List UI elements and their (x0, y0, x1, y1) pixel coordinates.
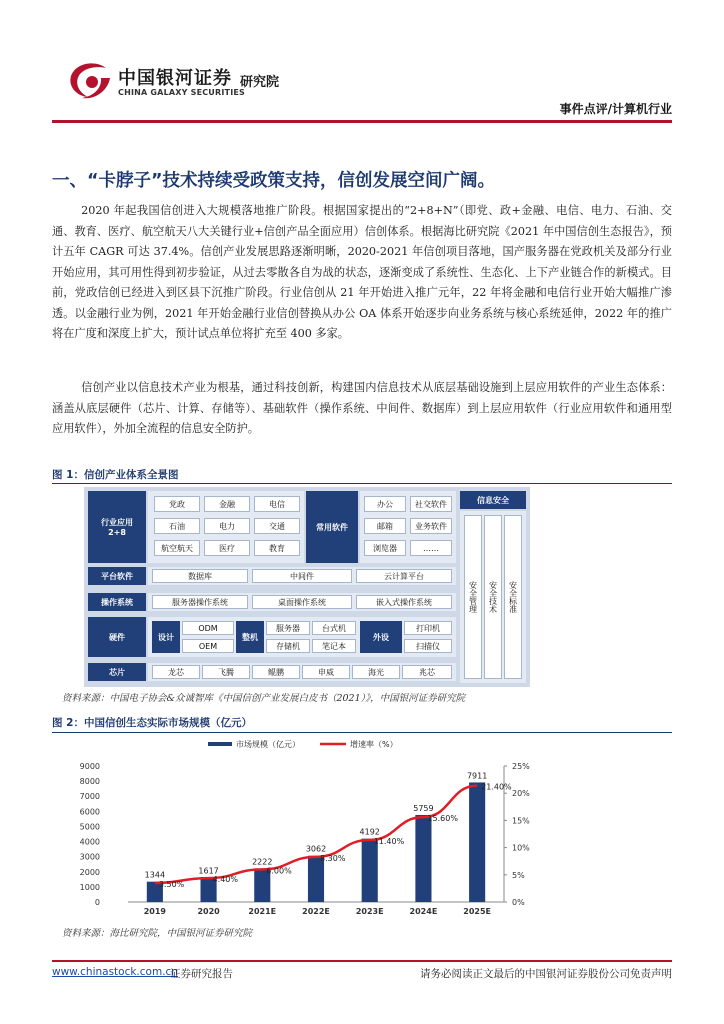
chip-item: 飞腾 (202, 665, 250, 679)
y-tick-label: 5000 (79, 822, 100, 832)
hardware-label: 硬件 (88, 617, 146, 657)
bar-value-label: 7911 (466, 771, 488, 781)
y2-tick-label: 20% (512, 789, 530, 799)
legend-line-label: 增速率（%） (350, 740, 398, 749)
y-tick-label: 4000 (79, 837, 100, 847)
bar-value-label: 1617 (198, 866, 219, 876)
security-item: 安全技术 (484, 515, 502, 679)
design-item: ODM (182, 621, 234, 635)
general-item: …… (410, 540, 452, 556)
x-tick-label: 2021E (248, 907, 277, 916)
chip-item: 海光 (352, 665, 400, 679)
paragraph-1: 2020 年起我国信创进入大规模落地推广阶段。根据国家提出的“2+8+N”（即党、政+金融、电信、电力、石油、交通、教育、医疗、航空航天八大关键行业+信创产品全面应用）信创体系。根据海比研究院《2021 年中国信创生态报告》，预计五年 CAGR 可达 37.4%。信创产业发展思路逐渐明晰，2020-2021 年信创项目落地，国产服务器在党政机关及部分行业开始应用，其可用性得到初步验证，从过去零散各自为战的状态，逐渐变成了系统性、生态化、上下产业链合作的新模式。目前，党政信创已经进入到区县下沉推广阶段。行业信创从 21 年开始进入推广元年，22 年将金融和电信行业开始大幅推广渗透。以金融行业为例，2021 年开始金融行业信创替换从办公 OA 体系开始逐步向业务系统与核心系统延伸，2022 年的推广将在广度和深度上扩大，预计试点单位将扩充至 400 多家。 (52, 204, 672, 340)
y-tick-label: 7000 (79, 792, 100, 802)
growth-rate-label: 15.60% (427, 814, 458, 824)
market-size-chart (76, 736, 556, 924)
bar-value-label: 3062 (305, 844, 327, 854)
figure-2-source: 资料来源：海比研究院，中国银河证券研究院 (62, 928, 253, 939)
figure-1-divider (52, 483, 672, 484)
brand-name-english: CHINA GALAXY SECURITIES (118, 88, 245, 97)
legend-bar-swatch (208, 742, 232, 746)
brand-name: 中国银河证券 (118, 68, 232, 89)
y-tick-label: 0 (94, 898, 100, 907)
industry-item: 交通 (254, 518, 300, 534)
industry-item: 石油 (154, 518, 200, 534)
chip-label: 芯片 (88, 663, 146, 681)
y2-tick-label: 15% (512, 816, 530, 826)
chip-item: 龙芯 (152, 665, 200, 679)
section-title: 一、“卡脖子”技术持续受政策支持，信创发展空间广阔。 (52, 171, 496, 191)
report-category: 事件点评/计算机行业 (559, 102, 672, 116)
website-link[interactable]: www.chinastock.com.cn (52, 966, 178, 978)
industry-item: 医疗 (204, 540, 250, 556)
chip-item: 兆芯 (402, 665, 452, 679)
machine-item: 笔记本 (312, 639, 356, 653)
x-tick-label: 2022E (302, 907, 330, 916)
design-label: 设计 (152, 621, 180, 653)
footer-disclaimer: 请务必阅读正文最后的中国银河证券股份公司免责声明 (420, 968, 672, 980)
industry-item: 电力 (204, 518, 250, 534)
y-tick-label: 3000 (79, 852, 100, 862)
security-item: 安全管理 (464, 515, 482, 679)
x-tick-label: 2025E (463, 907, 492, 916)
machine-label: 整机 (236, 621, 264, 653)
footer-label: 证券研究报告 (170, 968, 233, 980)
platform-item: 数据库 (152, 569, 248, 583)
security-item: 安全标准 (504, 515, 522, 679)
figure-2-title: 图 2：中国信创生态实际市场规模（亿元） (52, 717, 252, 729)
y2-tick-label: 25% (512, 762, 530, 771)
industry-item: 航空航天 (154, 540, 200, 556)
general-item: 浏览器 (364, 540, 406, 556)
galaxy-logo-icon (66, 60, 112, 100)
os-item: 桌面操作系统 (252, 595, 352, 609)
y-tick-label: 1000 (79, 882, 100, 892)
bar (362, 839, 378, 902)
os-label: 操作系统 (88, 593, 146, 611)
peripheral-item: 打印机 (404, 621, 452, 635)
x-tick-label: 2020 (197, 907, 220, 916)
platform-item: 中间件 (252, 569, 352, 583)
x-tick-label: 2024E (409, 907, 438, 916)
figure-2-divider (52, 732, 672, 733)
y2-tick-label: 5% (512, 870, 525, 880)
bar-value-label: 4192 (359, 827, 380, 837)
y-tick-label: 8000 (79, 777, 100, 787)
chip-item: 鲲鹏 (252, 665, 300, 679)
y2-tick-label: 0% (512, 898, 525, 907)
figure-1-source: 资料来源：中国电子协会&众诚智库《中国信创产业发展白皮书（2021）》，中国银河证券研究院 (62, 693, 466, 704)
bar-value-label: 5759 (413, 803, 434, 813)
x-tick-label: 2023E (355, 907, 384, 916)
growth-rate-label: 3.50% (158, 879, 185, 889)
general-software-label: 常用软件 (306, 491, 358, 563)
paragraph-2: 信创产业以信息技术产业为根基，通过科技创新，构建国内信息技术从底层基础设施到上层应用软件的产业生态体系：涵盖从底层硬件（芯片、计算、存储等）、基础软件（操作系统、中间件、数据库）到上层应用软件（行业应用软件和通用型应用软件），外加全流程的信息安全防护。 (52, 381, 672, 435)
general-item: 社交软件 (410, 496, 452, 512)
design-item: OEM (182, 639, 234, 653)
y2-tick-label: 10% (512, 843, 530, 853)
os-item: 嵌入式操作系统 (356, 595, 452, 609)
os-item: 服务器操作系统 (152, 595, 248, 609)
y-tick-label: 6000 (79, 807, 100, 817)
peripheral-label: 外设 (360, 621, 402, 653)
bar-value-label: 2222 (252, 857, 273, 867)
growth-rate-label: 4.40% (212, 875, 238, 885)
header-divider (52, 120, 672, 123)
footer-divider (52, 960, 672, 962)
chip-item: 申威 (302, 665, 350, 679)
industry-system-diagram (84, 487, 530, 687)
industry-item: 党政 (154, 496, 200, 512)
peripheral-item: 扫描仪 (404, 639, 452, 653)
growth-rate-label: 6.00% (266, 866, 292, 876)
growth-rate-label: 8.30% (320, 853, 346, 863)
growth-rate-label: 11.40% (373, 836, 405, 846)
growth-rate-label: 21.40% (481, 782, 512, 792)
y-tick-label: 2000 (79, 867, 100, 877)
bar (469, 782, 485, 902)
y-tick-label: 9000 (79, 762, 100, 771)
industry-item: 金融 (204, 496, 250, 512)
bar-value-label: 1344 (144, 870, 166, 880)
general-item: 邮箱 (364, 518, 406, 534)
machine-item: 存储机 (266, 639, 310, 653)
bar (415, 815, 431, 902)
general-item: 办公 (364, 496, 406, 512)
brand-department: 研究院 (240, 75, 280, 90)
platform-item: 云计算平台 (356, 569, 452, 583)
machine-item: 服务器 (266, 621, 310, 635)
x-tick-label: 2019 (143, 907, 166, 916)
general-item: 业务软件 (410, 518, 452, 534)
figure-1-title: 图 1：信创产业体系全景图 (52, 469, 179, 481)
industry-item: 教育 (254, 540, 300, 556)
platform-label: 平台软件 (88, 567, 146, 585)
legend-bar-label: 市场规模（亿元） (236, 740, 300, 749)
security-label: 信息安全 (460, 491, 526, 509)
machine-item: 台式机 (312, 621, 356, 635)
industry-app-label: 行业应用 2+8 (88, 491, 146, 563)
industry-item: 电信 (254, 496, 300, 512)
